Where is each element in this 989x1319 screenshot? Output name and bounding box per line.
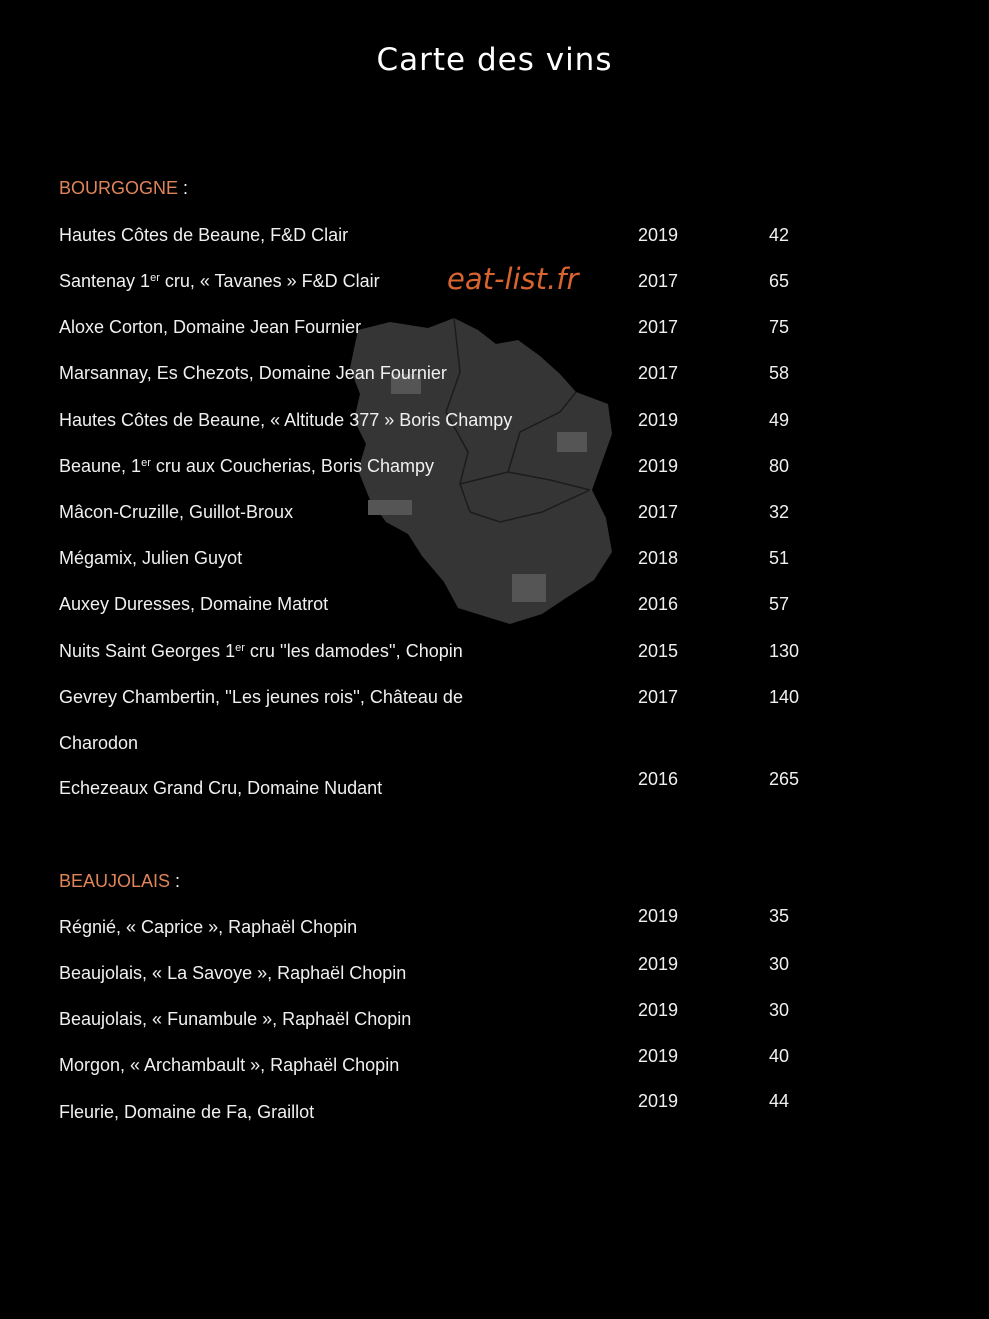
section-name: BEAUJOLAIS — [59, 871, 171, 891]
section-suffix: : — [170, 871, 181, 891]
wine-year: 2019 — [638, 1046, 679, 1066]
wine-year: 2019 — [638, 906, 679, 926]
wine-name: Beaujolais, « La Savoye », Raphaël Chopin — [59, 963, 407, 983]
wine-price: 140 — [769, 687, 800, 707]
wine-name: Fleurie, Domaine de Fa, Graillot — [59, 1102, 315, 1122]
wine-price: 42 — [769, 225, 790, 245]
wine-name: Auxey Duresses, Domaine Matrot — [59, 594, 329, 614]
wine-name: Beaune, 1er cru aux Coucherias, Boris Champy — [59, 456, 434, 476]
wine-name: Hautes Côtes de Beaune, « Altitude 377 » Boris Champy — [59, 410, 513, 430]
map-marker — [512, 574, 546, 602]
wine-price: 40 — [769, 1046, 790, 1066]
section-title-bourgogne — [59, 178, 188, 199]
wine-year: 2017 — [638, 502, 679, 522]
section-title-beaujolais — [59, 871, 180, 892]
wine-price: 44 — [769, 1091, 790, 1111]
wine-price: 49 — [769, 410, 790, 430]
wine-name: Morgon, « Archambault », Raphaël Chopin — [59, 1055, 400, 1075]
wine-price: 65 — [769, 271, 790, 291]
wine-price: 35 — [769, 906, 790, 926]
page-title: Carte des vins — [376, 42, 613, 78]
wine-price: 51 — [769, 548, 790, 568]
wine-name: Echezeaux Grand Cru, Domaine Nudant — [59, 778, 383, 798]
wine-year: 2019 — [638, 1091, 679, 1111]
section-suffix: : — [178, 178, 189, 198]
wine-name: Aloxe Corton, Domaine Jean Fournier — [59, 317, 362, 337]
wine-year: 2019 — [638, 410, 679, 430]
wine-year: 2019 — [638, 456, 679, 476]
wine-name: Marsannay, Es Chezots, Domaine Jean Fournier — [59, 363, 447, 383]
wine-name: Mégamix, Julien Guyot — [59, 548, 243, 568]
wine-year: 2019 — [638, 225, 679, 245]
wine-name-continued: Charodon — [59, 733, 139, 753]
wine-year: 2017 — [638, 271, 679, 291]
wine-year: 2017 — [638, 687, 679, 707]
wine-name: Hautes Côtes de Beaune, F&D Clair — [59, 225, 349, 245]
wine-price: 75 — [769, 317, 790, 337]
wine-year: 2019 — [638, 954, 679, 974]
wine-year: 2016 — [638, 594, 679, 614]
map-marker — [368, 500, 412, 515]
wine-year: 2019 — [638, 1000, 679, 1020]
wine-name: Gevrey Chambertin, ''Les jeunes rois'', Château de Charodon — [59, 687, 463, 753]
wine-name: Nuits Saint Georges 1er cru ''les damodes'', Chopin — [59, 641, 463, 661]
wine-price: 130 — [769, 641, 800, 661]
wine-year: 2015 — [638, 641, 679, 661]
watermark-logo: eat-list.fr — [447, 262, 579, 296]
map-marker — [557, 432, 587, 452]
wine-year: 2016 — [638, 769, 679, 789]
wine-price: 32 — [769, 502, 790, 522]
wine-name: Mâcon-Cruzille, Guillot-Broux — [59, 502, 294, 522]
wine-price: 265 — [769, 769, 800, 789]
wine-price: 57 — [769, 594, 790, 614]
wine-year: 2017 — [638, 317, 679, 337]
wine-year: 2017 — [638, 363, 679, 383]
wine-name: Régnié, « Caprice », Raphaël Chopin — [59, 917, 358, 937]
wine-price: 30 — [769, 1000, 790, 1020]
wine-name: Santenay 1er cru, « Tavanes » F&D Clair — [59, 271, 380, 291]
wine-year: 2018 — [638, 548, 679, 568]
wine-price: 80 — [769, 456, 790, 476]
wine-price: 58 — [769, 363, 790, 383]
wine-price: 30 — [769, 954, 790, 974]
section-name: BOURGOGNE — [59, 178, 179, 198]
wine-name: Beaujolais, « Funambule », Raphaël Chopin — [59, 1009, 412, 1029]
